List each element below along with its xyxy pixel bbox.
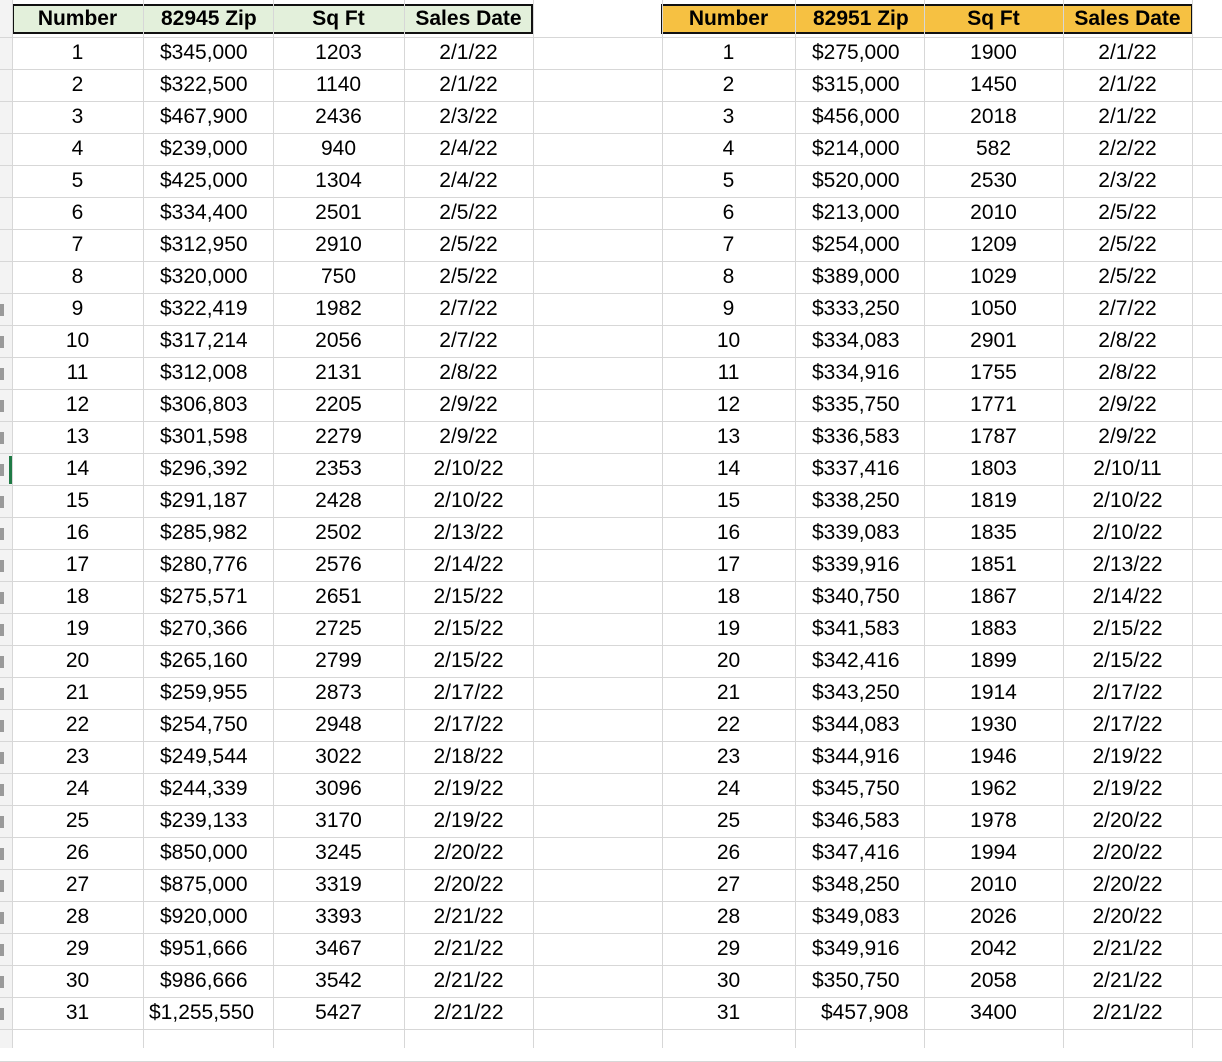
right-header-price[interactable]: 82951 Zip	[813, 7, 909, 30]
right-cell-price[interactable]: $334,083	[812, 329, 900, 352]
left-cell-price[interactable]: $320,000	[160, 265, 248, 288]
right-cell-price[interactable]: $213,000	[812, 201, 900, 224]
right-cell-number[interactable]: 17	[716, 553, 741, 576]
left-header-sqft[interactable]: Sq Ft	[312, 7, 365, 30]
left-cell-number[interactable]: 14	[65, 457, 90, 480]
right-cell-price[interactable]: $337,416	[812, 457, 900, 480]
left-cell-price[interactable]: $345,000	[160, 41, 248, 64]
left-cell-sqft[interactable]: 3096	[315, 777, 362, 800]
right-header-sales-date[interactable]: Sales Date	[1074, 7, 1181, 30]
left-cell-number[interactable]: 13	[65, 425, 90, 448]
right-cell-sqft[interactable]: 1029	[970, 265, 1017, 288]
right-cell-sales-date[interactable]: 2/1/22	[1098, 73, 1157, 96]
left-cell-number[interactable]: 7	[71, 233, 84, 256]
right-cell-price[interactable]: $275,000	[812, 41, 900, 64]
right-cell-sqft[interactable]: 1962	[970, 777, 1017, 800]
right-cell-price[interactable]: $349,916	[812, 937, 900, 960]
right-cell-sales-date[interactable]: 2/7/22	[1098, 297, 1157, 320]
right-cell-number[interactable]: 7	[722, 233, 735, 256]
right-cell-price[interactable]: $343,250	[812, 681, 900, 704]
left-header-price[interactable]: 82945 Zip	[161, 7, 257, 30]
right-cell-price[interactable]: $335,750	[812, 393, 900, 416]
right-cell-number[interactable]: 8	[722, 265, 735, 288]
left-cell-number[interactable]: 20	[65, 649, 90, 672]
right-cell-sales-date[interactable]: 2/9/22	[1098, 425, 1157, 448]
left-cell-sqft[interactable]: 3393	[315, 905, 362, 928]
left-cell-sales-date[interactable]: 2/5/22	[439, 201, 498, 224]
left-cell-number[interactable]: 16	[65, 521, 90, 544]
left-cell-sales-date[interactable]: 2/7/22	[439, 297, 498, 320]
right-cell-sales-date[interactable]: 2/10/22	[1092, 521, 1163, 544]
left-cell-number[interactable]: 2	[71, 73, 84, 96]
right-cell-sales-date[interactable]: 2/2/22	[1098, 137, 1157, 160]
right-cell-price[interactable]: $339,916	[812, 553, 900, 576]
right-cell-number[interactable]: 9	[722, 297, 735, 320]
right-cell-sales-date[interactable]: 2/21/22	[1092, 937, 1163, 960]
right-cell-price[interactable]: $340,750	[812, 585, 900, 608]
left-cell-price[interactable]: $270,366	[160, 617, 248, 640]
row-number-fragment	[0, 432, 4, 444]
right-cell-sqft[interactable]: 1209	[970, 233, 1017, 256]
right-cell-sqft[interactable]: 1050	[970, 297, 1017, 320]
left-cell-sqft[interactable]: 3319	[315, 873, 362, 896]
left-cell-sqft[interactable]: 3467	[315, 937, 362, 960]
left-cell-sales-date[interactable]: 2/17/22	[433, 681, 504, 704]
right-cell-number[interactable]: 13	[716, 425, 741, 448]
left-cell-number[interactable]: 29	[65, 937, 90, 960]
row-number-fragment	[0, 336, 4, 348]
left-cell-sqft[interactable]: 2428	[315, 489, 362, 512]
row-number-fragment	[0, 400, 4, 412]
left-cell-number[interactable]: 28	[65, 905, 90, 928]
left-cell-price[interactable]: $312,008	[160, 361, 248, 384]
left-cell-sales-date[interactable]: 2/5/22	[439, 233, 498, 256]
row-number-fragment	[0, 496, 4, 508]
left-cell-price[interactable]: $986,666	[160, 969, 248, 992]
right-cell-sales-date[interactable]: 2/19/22	[1092, 777, 1163, 800]
left-cell-number[interactable]: 18	[65, 585, 90, 608]
left-cell-sqft[interactable]: 2576	[315, 553, 362, 576]
row-number-fragment	[0, 592, 4, 604]
left-cell-sqft[interactable]: 2910	[315, 233, 362, 256]
left-cell-price[interactable]: $249,544	[160, 745, 248, 768]
row-number-fragment	[0, 976, 4, 988]
right-cell-number[interactable]: 1	[722, 41, 735, 64]
left-cell-price[interactable]: $275,571	[160, 585, 248, 608]
left-cell-sales-date[interactable]: 2/9/22	[439, 393, 498, 416]
right-cell-price[interactable]: $342,416	[812, 649, 900, 672]
right-header-sqft[interactable]: Sq Ft	[967, 7, 1020, 30]
right-cell-price[interactable]: $344,083	[812, 713, 900, 736]
left-header-number[interactable]: Number	[37, 7, 118, 30]
left-cell-number[interactable]: 17	[65, 553, 90, 576]
left-cell-price[interactable]: $312,950	[160, 233, 248, 256]
left-cell-sales-date[interactable]: 2/17/22	[433, 713, 504, 736]
right-cell-sqft[interactable]: 582	[975, 137, 1012, 160]
right-cell-sqft[interactable]: 1771	[970, 393, 1017, 416]
right-cell-number[interactable]: 15	[716, 489, 741, 512]
right-cell-sales-date[interactable]: 2/3/22	[1098, 169, 1157, 192]
right-cell-number[interactable]: 25	[716, 809, 741, 832]
left-cell-price[interactable]: $239,000	[160, 137, 248, 160]
left-cell-sqft[interactable]: 2205	[315, 393, 362, 416]
right-cell-sqft[interactable]: 1819	[970, 489, 1017, 512]
right-cell-price[interactable]: $349,083	[812, 905, 900, 928]
right-cell-sqft[interactable]: 1867	[970, 585, 1017, 608]
right-header-number[interactable]: Number	[688, 7, 769, 30]
right-cell-sales-date[interactable]: 2/14/22	[1092, 585, 1163, 608]
left-cell-number[interactable]: 1	[71, 41, 84, 64]
left-cell-number[interactable]: 8	[71, 265, 84, 288]
left-cell-sales-date[interactable]: 2/21/22	[433, 1001, 504, 1024]
left-cell-sales-date[interactable]: 2/4/22	[439, 137, 498, 160]
left-cell-sales-date[interactable]: 2/4/22	[439, 169, 498, 192]
right-cell-price[interactable]: $347,416	[812, 841, 900, 864]
left-cell-number[interactable]: 3	[71, 105, 84, 128]
left-cell-price[interactable]: $296,392	[160, 457, 248, 480]
right-cell-price[interactable]: $520,000	[812, 169, 900, 192]
row-number-fragment	[0, 848, 4, 860]
right-cell-sales-date[interactable]: 2/5/22	[1098, 201, 1157, 224]
right-cell-sqft[interactable]: 1899	[970, 649, 1017, 672]
left-cell-price[interactable]: $265,160	[160, 649, 248, 672]
left-cell-number[interactable]: 4	[71, 137, 84, 160]
right-cell-price[interactable]: $346,583	[812, 809, 900, 832]
right-cell-sales-date[interactable]: 2/17/22	[1092, 681, 1163, 704]
left-cell-sqft[interactable]: 1203	[315, 41, 362, 64]
right-cell-sales-date[interactable]: 2/20/22	[1092, 873, 1163, 896]
row-number-fragment	[0, 912, 4, 924]
right-cell-price[interactable]: $315,000	[812, 73, 900, 96]
left-cell-price[interactable]: $244,339	[160, 777, 248, 800]
right-cell-sqft[interactable]: 1803	[970, 457, 1017, 480]
left-cell-sales-date[interactable]: 2/21/22	[433, 937, 504, 960]
left-cell-sqft[interactable]: 5427	[315, 1001, 362, 1024]
row-number-fragment	[0, 560, 4, 572]
right-cell-sales-date[interactable]: 2/10/22	[1092, 489, 1163, 512]
left-cell-sqft[interactable]: 3170	[315, 809, 362, 832]
left-cell-sales-date[interactable]: 2/10/22	[433, 457, 504, 480]
right-cell-sqft[interactable]: 1994	[970, 841, 1017, 864]
right-cell-sales-date[interactable]: 2/1/22	[1098, 41, 1157, 64]
right-cell-number[interactable]: 24	[716, 777, 741, 800]
right-cell-number[interactable]: 28	[716, 905, 741, 928]
left-cell-sales-date[interactable]: 2/21/22	[433, 969, 504, 992]
left-cell-sqft[interactable]: 3245	[315, 841, 362, 864]
left-cell-number[interactable]: 30	[65, 969, 90, 992]
right-cell-number[interactable]: 19	[716, 617, 741, 640]
right-cell-number[interactable]: 21	[716, 681, 741, 704]
right-cell-sqft[interactable]: 2901	[970, 329, 1017, 352]
right-cell-sqft[interactable]: 1787	[970, 425, 1017, 448]
left-cell-sales-date[interactable]: 2/15/22	[433, 649, 504, 672]
row-number-fragment	[0, 304, 4, 316]
left-cell-price[interactable]: $280,776	[160, 553, 248, 576]
left-cell-price[interactable]: $259,955	[160, 681, 248, 704]
right-cell-sqft[interactable]: 1883	[970, 617, 1017, 640]
left-cell-price[interactable]: $285,982	[160, 521, 248, 544]
row-number-fragment	[0, 720, 4, 732]
right-cell-number[interactable]: 10	[716, 329, 741, 352]
right-cell-number[interactable]: 2	[722, 73, 735, 96]
right-cell-number[interactable]: 31	[716, 1001, 741, 1024]
left-cell-number[interactable]: 10	[65, 329, 90, 352]
left-cell-sqft[interactable]: 750	[320, 265, 357, 288]
left-cell-price[interactable]: $850,000	[160, 841, 248, 864]
left-cell-sales-date[interactable]: 2/20/22	[433, 873, 504, 896]
left-cell-number[interactable]: 6	[71, 201, 84, 224]
right-cell-sqft[interactable]: 1978	[970, 809, 1017, 832]
right-cell-number[interactable]: 5	[722, 169, 735, 192]
left-cell-sales-date[interactable]: 2/3/22	[439, 105, 498, 128]
right-cell-sales-date[interactable]: 2/15/22	[1092, 649, 1163, 672]
right-cell-number[interactable]: 12	[716, 393, 741, 416]
left-cell-sqft[interactable]: 2873	[315, 681, 362, 704]
left-cell-price[interactable]: $322,500	[160, 73, 248, 96]
right-cell-number[interactable]: 23	[716, 745, 741, 768]
right-cell-sales-date[interactable]: 2/5/22	[1098, 233, 1157, 256]
right-cell-price[interactable]: $334,916	[812, 361, 900, 384]
right-cell-number[interactable]: 6	[722, 201, 735, 224]
right-cell-sqft[interactable]: 3400	[970, 1001, 1017, 1024]
left-cell-sales-date[interactable]: 2/18/22	[433, 745, 504, 768]
column-gridline	[533, 0, 534, 1048]
left-cell-sales-date[interactable]: 2/21/22	[433, 905, 504, 928]
right-cell-price[interactable]: $456,000	[812, 105, 900, 128]
left-cell-sqft[interactable]: 2651	[315, 585, 362, 608]
left-cell-sales-date[interactable]: 2/7/22	[439, 329, 498, 352]
row-number-fragment	[0, 752, 4, 764]
left-cell-price[interactable]: $334,400	[160, 201, 248, 224]
left-cell-price[interactable]: $1,255,550	[149, 1001, 255, 1024]
left-cell-sqft[interactable]: 2501	[315, 201, 362, 224]
left-cell-sales-date[interactable]: 2/1/22	[439, 41, 498, 64]
right-cell-sales-date[interactable]: 2/8/22	[1098, 329, 1157, 352]
left-cell-price[interactable]: $425,000	[160, 169, 248, 192]
row-number-fragment	[0, 464, 4, 476]
row-number-fragment	[0, 1008, 4, 1020]
column-gridline	[1192, 0, 1193, 1048]
left-cell-sales-date[interactable]: 2/14/22	[433, 553, 504, 576]
row-number-fragment	[0, 368, 4, 380]
right-cell-price[interactable]: $333,250	[812, 297, 900, 320]
right-cell-sales-date[interactable]: 2/1/22	[1098, 105, 1157, 128]
left-cell-price[interactable]: $875,000	[160, 873, 248, 896]
right-cell-number[interactable]: 27	[716, 873, 741, 896]
left-cell-sales-date[interactable]: 2/15/22	[433, 585, 504, 608]
left-cell-price[interactable]: $306,803	[160, 393, 248, 416]
left-cell-price[interactable]: $291,187	[160, 489, 248, 512]
left-cell-sqft[interactable]: 2725	[315, 617, 362, 640]
left-cell-sqft[interactable]: 2502	[315, 521, 362, 544]
left-cell-number[interactable]: 12	[65, 393, 90, 416]
right-cell-sqft[interactable]: 2058	[970, 969, 1017, 992]
left-header-sales-date[interactable]: Sales Date	[415, 7, 522, 30]
right-cell-price[interactable]: $254,000	[812, 233, 900, 256]
row-number-fragment	[0, 688, 4, 700]
right-cell-sqft[interactable]: 1946	[970, 745, 1017, 768]
right-cell-price[interactable]: $389,000	[812, 265, 900, 288]
right-cell-number[interactable]: 20	[716, 649, 741, 672]
right-cell-number[interactable]: 29	[716, 937, 741, 960]
right-cell-sqft[interactable]: 1914	[970, 681, 1017, 704]
row-number-fragment	[0, 656, 4, 668]
left-cell-sqft[interactable]: 3542	[315, 969, 362, 992]
right-cell-price[interactable]: $341,583	[812, 617, 900, 640]
left-cell-price[interactable]: $317,214	[160, 329, 248, 352]
left-cell-sales-date[interactable]: 2/19/22	[433, 809, 504, 832]
row-number-fragment	[0, 880, 4, 892]
right-cell-sales-date[interactable]: 2/17/22	[1092, 713, 1163, 736]
left-cell-sales-date[interactable]: 2/13/22	[433, 521, 504, 544]
left-cell-sales-date[interactable]: 2/1/22	[439, 73, 498, 96]
right-cell-price[interactable]: $345,750	[812, 777, 900, 800]
right-cell-sales-date[interactable]: 2/19/22	[1092, 745, 1163, 768]
left-cell-price[interactable]: $467,900	[160, 105, 248, 128]
left-cell-price[interactable]: $239,133	[160, 809, 248, 832]
left-cell-number[interactable]: 5	[71, 169, 84, 192]
left-cell-sqft[interactable]: 2279	[315, 425, 362, 448]
row-number-fragment	[0, 784, 4, 796]
right-cell-sqft[interactable]: 2530	[970, 169, 1017, 192]
left-cell-sqft[interactable]: 3022	[315, 745, 362, 768]
left-cell-number[interactable]: 31	[65, 1001, 90, 1024]
left-cell-number[interactable]: 23	[65, 745, 90, 768]
row-number-fragment	[0, 528, 4, 540]
left-cell-price[interactable]: $301,598	[160, 425, 248, 448]
right-cell-sqft[interactable]: 2042	[970, 937, 1017, 960]
right-cell-sales-date[interactable]: 2/10/11	[1093, 457, 1162, 480]
right-cell-sales-date[interactable]: 2/13/22	[1092, 553, 1163, 576]
right-cell-number[interactable]: 18	[716, 585, 741, 608]
right-cell-sqft[interactable]: 2010	[970, 873, 1017, 896]
right-cell-price[interactable]: $350,750	[812, 969, 900, 992]
left-cell-sqft[interactable]: 2799	[315, 649, 362, 672]
left-cell-price[interactable]: $951,666	[160, 937, 248, 960]
left-cell-sqft[interactable]: 2436	[315, 105, 362, 128]
right-cell-sqft[interactable]: 2018	[970, 105, 1017, 128]
right-cell-price[interactable]: $344,916	[812, 745, 900, 768]
left-cell-sqft[interactable]: 1982	[315, 297, 362, 320]
right-cell-number[interactable]: 4	[722, 137, 735, 160]
right-cell-sqft[interactable]: 2010	[970, 201, 1017, 224]
right-cell-sales-date[interactable]: 2/21/22	[1092, 1001, 1163, 1024]
right-cell-sales-date[interactable]: 2/20/22	[1092, 905, 1163, 928]
left-cell-sales-date[interactable]: 2/9/22	[439, 425, 498, 448]
left-cell-sqft[interactable]: 2056	[315, 329, 362, 352]
left-cell-number[interactable]: 24	[65, 777, 90, 800]
right-cell-sqft[interactable]: 1450	[970, 73, 1017, 96]
right-cell-sqft[interactable]: 1851	[970, 553, 1017, 576]
right-cell-price[interactable]: $348,250	[812, 873, 900, 896]
right-cell-number[interactable]: 3	[722, 105, 735, 128]
row-number-fragment	[0, 816, 4, 828]
left-cell-price[interactable]: $920,000	[160, 905, 248, 928]
left-cell-number[interactable]: 27	[65, 873, 90, 896]
left-cell-number[interactable]: 19	[65, 617, 90, 640]
left-cell-number[interactable]: 9	[71, 297, 84, 320]
left-cell-sqft[interactable]: 1304	[315, 169, 362, 192]
right-cell-sales-date[interactable]: 2/5/22	[1098, 265, 1157, 288]
left-cell-sqft[interactable]: 940	[320, 137, 357, 160]
right-cell-number[interactable]: 16	[716, 521, 741, 544]
left-cell-sales-date[interactable]: 2/10/22	[433, 489, 504, 512]
left-cell-sqft[interactable]: 1140	[315, 73, 362, 96]
right-cell-sqft[interactable]: 1755	[970, 361, 1017, 384]
right-cell-number[interactable]: 14	[716, 457, 741, 480]
right-cell-number[interactable]: 30	[716, 969, 741, 992]
left-cell-number[interactable]: 22	[65, 713, 90, 736]
left-cell-sales-date[interactable]: 2/5/22	[439, 265, 498, 288]
row-number-fragment	[0, 944, 4, 956]
right-cell-sales-date[interactable]: 2/20/22	[1092, 809, 1163, 832]
left-cell-number[interactable]: 21	[65, 681, 90, 704]
left-cell-number[interactable]: 25	[65, 809, 90, 832]
right-cell-number[interactable]: 11	[717, 361, 740, 384]
left-cell-sales-date[interactable]: 2/20/22	[433, 841, 504, 864]
right-cell-sales-date[interactable]: 2/21/22	[1092, 969, 1163, 992]
right-cell-sales-date[interactable]: 2/15/22	[1092, 617, 1163, 640]
left-cell-sqft[interactable]: 2948	[315, 713, 362, 736]
right-cell-price[interactable]: $336,583	[812, 425, 900, 448]
row-gridline	[0, 1029, 1222, 1030]
right-cell-number[interactable]: 26	[716, 841, 741, 864]
left-cell-number[interactable]: 11	[66, 361, 89, 384]
right-cell-sales-date[interactable]: 2/20/22	[1092, 841, 1163, 864]
left-cell-sqft[interactable]: 2353	[315, 457, 362, 480]
left-cell-sales-date[interactable]: 2/19/22	[433, 777, 504, 800]
left-cell-number[interactable]: 26	[65, 841, 90, 864]
right-cell-sqft[interactable]: 1835	[970, 521, 1017, 544]
left-cell-number[interactable]: 15	[65, 489, 90, 512]
right-cell-sqft[interactable]: 1900	[970, 41, 1017, 64]
right-cell-sales-date[interactable]: 2/8/22	[1098, 361, 1157, 384]
left-cell-price[interactable]: $254,750	[160, 713, 248, 736]
row-number-fragment	[0, 624, 4, 636]
right-cell-number[interactable]: 22	[716, 713, 741, 736]
right-cell-price[interactable]: $457,908	[821, 1001, 909, 1024]
right-cell-sqft[interactable]: 1930	[970, 713, 1017, 736]
left-cell-sales-date[interactable]: 2/15/22	[433, 617, 504, 640]
right-cell-sqft[interactable]: 2026	[970, 905, 1017, 928]
left-cell-sales-date[interactable]: 2/8/22	[439, 361, 498, 384]
left-cell-sqft[interactable]: 2131	[315, 361, 362, 384]
right-cell-price[interactable]: $338,250	[812, 489, 900, 512]
right-cell-price[interactable]: $339,083	[812, 521, 900, 544]
left-cell-price[interactable]: $322,419	[160, 297, 248, 320]
right-cell-price[interactable]: $214,000	[812, 137, 900, 160]
right-cell-sales-date[interactable]: 2/9/22	[1098, 393, 1157, 416]
